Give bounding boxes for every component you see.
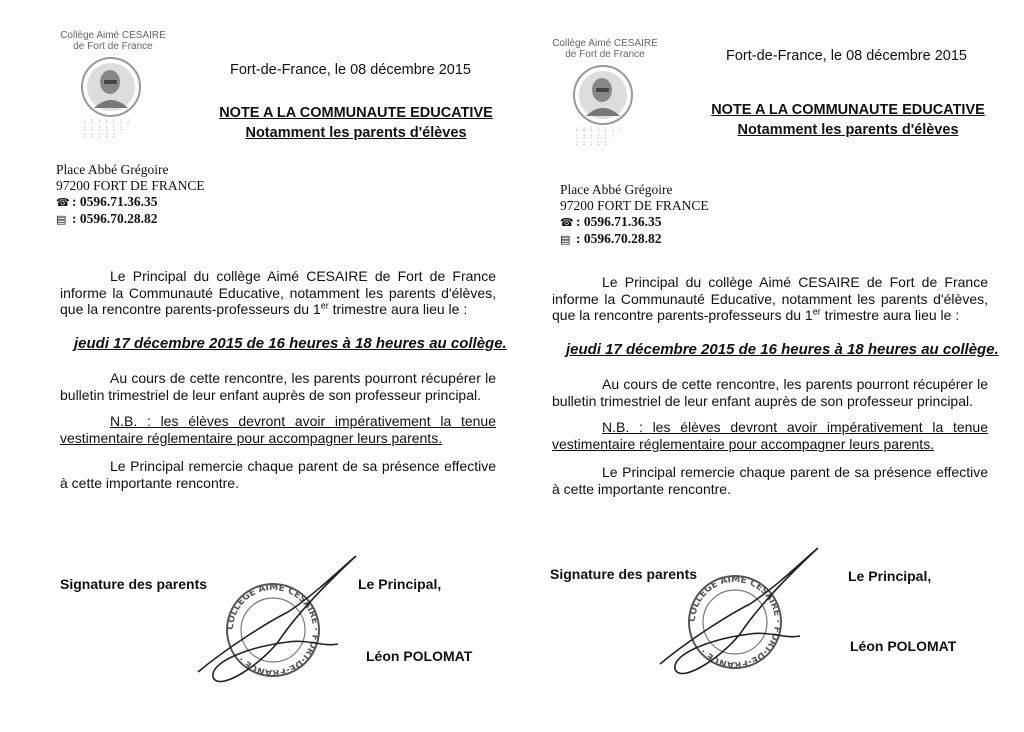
logo-motto: : : : : : : : : : : : : : : : : : : — [575, 126, 622, 147]
address-line1: Place Abbé Grégoire — [560, 182, 673, 197]
address-line2: 97200 FORT DE FRANCE — [560, 198, 709, 213]
svg-text:COLLEGE AIME CESAIRE · FORT-DE: COLLEGE AIME CESAIRE · FORT-DE-FRANCE · — [687, 574, 783, 670]
place-date: Fort-de-France, le 08 décembre 2015 — [230, 62, 471, 78]
address-line1: Place Abbé Grégoire — [56, 162, 169, 177]
note-title: NOTE A LA COMMUNAUTE EDUCATIVE — [219, 105, 493, 121]
meeting-date: jeudi 17 décembre 2015 de 16 heures à 18 heures au collège. — [566, 340, 999, 358]
note-subtitle: Notamment les parents d'élèves — [737, 122, 959, 138]
svg-text:COLLEGE AIME CESAIRE · FORT-DE: COLLEGE AIME CESAIRE · FORT-DE-FRANCE · — [225, 582, 321, 678]
principal-label: Le Principal, — [358, 576, 442, 592]
school-name-line2: de Fort de France — [565, 49, 645, 60]
school-name-line1: Collège Aimé CESAIRE — [552, 38, 658, 49]
address-line2: 97200 FORT DE FRANCE — [56, 178, 205, 193]
fax-number: : 0596.70.28.82 — [72, 211, 158, 226]
fax-number: : 0596.70.28.82 — [576, 231, 662, 246]
logo-motto: : : : : : : : : : : : : : : : : : : — [83, 118, 130, 139]
school-logo — [530, 38, 710, 147]
school-logo-icon — [80, 56, 142, 118]
intro-paragraph: Le Principal du collège Aimé CESAIRE de Fort de France informe la Communauté Educative, notamment les parents d'élèves, que la rencontre parents-professeurs du 1er trimestre aura lieu le : — [552, 274, 988, 323]
phone-number: : 0596.71.36.35 — [72, 194, 158, 209]
principal-name: Léon POLOMAT — [366, 648, 473, 664]
place-date: Fort-de-France, le 08 décembre 2015 — [726, 48, 967, 64]
principal-label: Le Principal, — [848, 568, 932, 584]
principal-name: Léon POLOMAT — [850, 638, 957, 654]
parents-signature-label: Signature des parents — [550, 566, 698, 582]
phone-icon: ☎ — [56, 196, 70, 209]
report-paragraph: Au cours de cette rencontre, les parents pourront récupérer le bulletin trimestriel de leur enfant auprès de son professeur principal. — [60, 370, 496, 403]
nb-paragraph: N.B. : les élèves devront avoir impérativement la tenue vestimentaire réglementaire pour accompagner leurs parents. — [552, 419, 988, 452]
note-title: NOTE A LA COMMUNAUTE EDUCATIVE — [711, 102, 985, 118]
school-address — [560, 182, 709, 248]
intro-paragraph: Le Principal du collège Aimé CESAIRE de Fort de France informe la Communauté Educative, notamment les parents d'élèves, que la rencontre parents-professeurs du 1er trimestre aura lieu le : — [60, 268, 496, 317]
school-name-line1: Collège Aimé CESAIRE — [60, 30, 166, 41]
school-name-line2: de Fort de France — [73, 41, 153, 52]
fax-icon: ▤ — [560, 233, 571, 246]
note-body — [552, 274, 999, 497]
phone-number: : 0596.71.36.35 — [576, 214, 662, 229]
phone-icon: ☎ — [560, 216, 574, 229]
school-seal-icon — [188, 552, 358, 702]
note-right — [530, 8, 1000, 732]
school-logo-icon — [572, 64, 634, 126]
signature-icon — [660, 548, 818, 674]
school-logo — [38, 30, 218, 139]
signature-icon — [198, 556, 356, 682]
thanks-paragraph: Le Principal remercie chaque parent de sa présence effective à cette importante rencontre. — [60, 458, 496, 491]
note-left — [38, 0, 508, 724]
report-paragraph: Au cours de cette rencontre, les parents pourront récupérer le bulletin trimestriel de leur enfant auprès de son professeur principal. — [552, 376, 988, 409]
nb-paragraph: N.B. : les élèves devront avoir impérativement la tenue vestimentaire réglementaire pour accompagner leurs parents. — [60, 413, 496, 446]
note-body — [60, 268, 507, 491]
school-seal-icon — [650, 544, 820, 694]
thanks-paragraph: Le Principal remercie chaque parent de sa présence effective à cette importante rencontre. — [552, 464, 988, 497]
parents-signature-label: Signature des parents — [60, 576, 208, 592]
fax-icon: ▤ — [56, 213, 67, 226]
note-subtitle: Notamment les parents d'élèves — [245, 125, 467, 141]
meeting-date: jeudi 17 décembre 2015 de 16 heures à 18 heures au collège. — [74, 334, 507, 352]
school-address — [56, 162, 205, 228]
